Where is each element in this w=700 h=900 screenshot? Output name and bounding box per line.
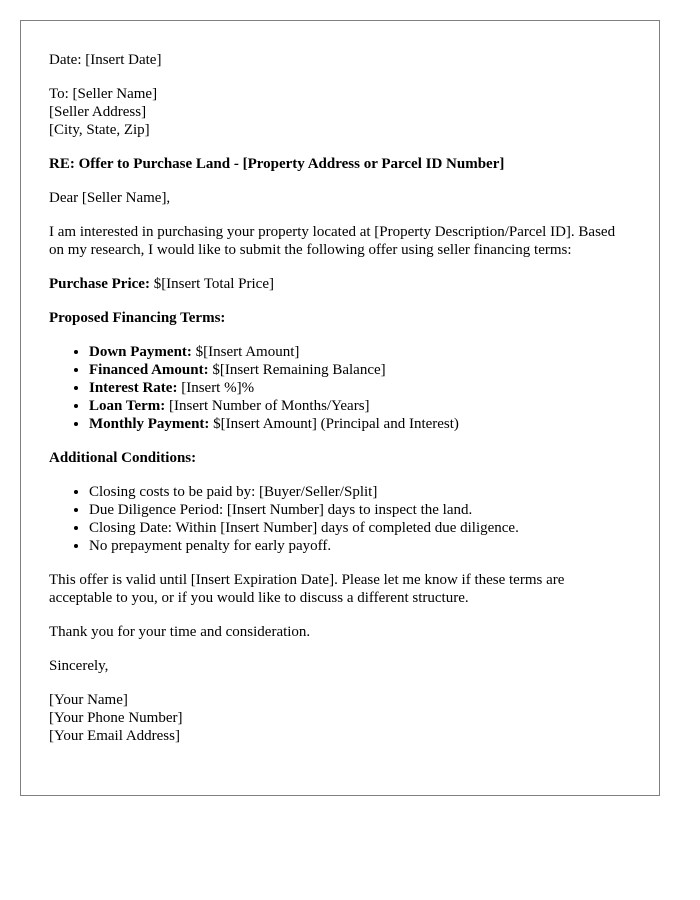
conditions-list — [49, 483, 631, 555]
term-value: [Insert Number of Months/Years] — [165, 398, 370, 414]
purchase-price-line — [49, 275, 631, 293]
subject-text: RE: Offer to Purchase Land - [Property Address or Parcel ID Number] — [49, 156, 505, 172]
term-value: $[Insert Amount] (Principal and Interest) — [209, 416, 459, 432]
list-item: • Due Diligence Period: [Insert Number] days to inspect the land. — [89, 501, 631, 519]
financing-heading-text: Proposed Financing Terms: — [49, 310, 226, 326]
subject-line — [49, 155, 631, 173]
term-label: Down Payment: — [89, 344, 192, 360]
financing-heading — [49, 309, 631, 327]
list-item — [89, 379, 631, 397]
term-label: Financed Amount: — [89, 362, 209, 378]
signature-email: [Your Email Address] — [49, 728, 180, 744]
list-item: • No prepayment penalty for early payoff. — [89, 537, 631, 555]
intro-paragraph: I am interested in purchasing your property located at [Property Description/Parcel ID]. Based on my research, I would like to submit the following offer using seller financing terms: — [49, 224, 616, 258]
term-value: $[Insert Amount] — [191, 344, 300, 360]
recipient-block — [49, 85, 631, 139]
conditions-heading-text: Additional Conditions: — [49, 450, 197, 466]
term-label: Monthly Payment: — [89, 416, 210, 432]
conditions-heading — [49, 449, 631, 467]
signature-phone: [Your Phone Number] — [49, 710, 183, 726]
recipient-address: [Seller Address] — [49, 104, 147, 120]
list-item — [89, 397, 631, 415]
list-item — [89, 415, 631, 433]
financing-terms-list — [49, 343, 631, 433]
recipient-city: [City, State, Zip] — [49, 122, 150, 138]
term-label: Loan Term: — [89, 398, 166, 414]
list-item: • Closing costs to be paid by: [Buyer/Seller/Split] — [89, 483, 631, 501]
closing-line: Sincerely, — [49, 658, 109, 674]
salutation: Dear [Seller Name], — [49, 190, 171, 206]
thanks-line: Thank you for your time and consideration. — [49, 624, 311, 640]
list-item: • Closing Date: Within [Insert Number] days of completed due diligence. — [89, 519, 631, 537]
signature-name: [Your Name] — [49, 692, 128, 708]
list-item — [89, 343, 631, 361]
letter-document — [20, 20, 660, 796]
validity-paragraph: This offer is valid until [Insert Expiration Date]. Please let me know if these terms are acceptable to you, or if you would like to discuss a different structure. — [49, 572, 565, 606]
recipient-name: To: [Seller Name] — [49, 86, 158, 102]
signature-block — [49, 691, 631, 745]
date-line: Date: [Insert Date] — [49, 52, 162, 68]
term-value: $[Insert Remaining Balance] — [208, 362, 386, 378]
list-item — [89, 361, 631, 379]
purchase-price-label: Purchase Price: — [49, 276, 150, 292]
term-label: Interest Rate: — [89, 380, 178, 396]
term-value: [Insert %]% — [177, 380, 255, 396]
purchase-price-value: $[Insert Total Price] — [149, 276, 274, 292]
